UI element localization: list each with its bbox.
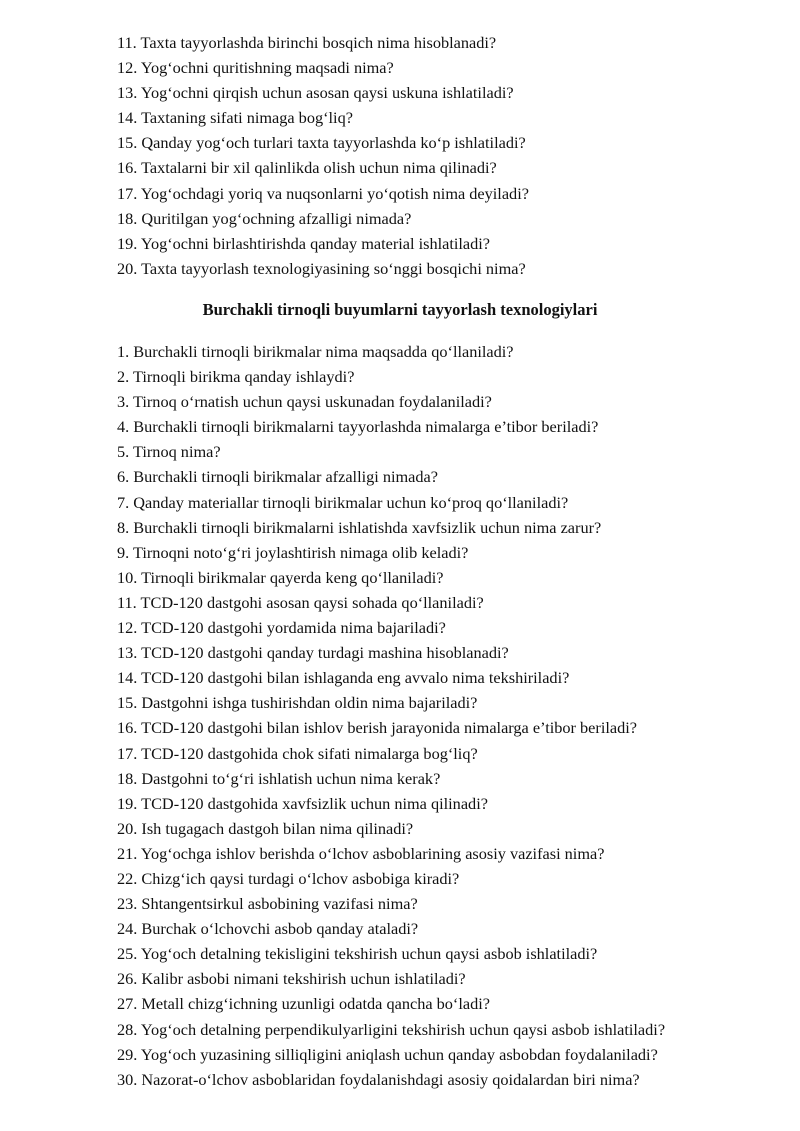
question-item: 10. Tirnoqli birikmalar qayerda keng qo‘llaniladi? [117,567,444,587]
question-item: 13. Yog‘ochni qirqish uchun asosan qaysi uskuna ishlatiladi? [117,83,514,103]
question-item: 19. Yog‘ochni birlashtirishda qanday material ishlatiladi? [117,233,491,253]
question-item: 20. Taxta tayyorlash texnologiyasining so‘nggi bosqichi nima? [117,258,526,278]
question-item: 2. Tirnoqli birikma qanday ishlaydi? [117,367,355,387]
question-item: 21. Yog‘ochga ishlov berishda o‘lchov asboblarining asosiy vazifasi nima? [117,843,605,863]
section-heading: Burchakli tirnoqli buyumlarni tayyorlash texnologiylari [202,300,598,319]
question-item: 29. Yog‘och yuzasining silliqligini aniqlash uchun qanday asbobdan foydalaniladi? [117,1044,658,1064]
question-item: 22. Chizg‘ich qaysi turdagi o‘lchov asbobiga kiradi? [117,868,460,888]
section-question-list [117,339,757,1092]
previous-question-list [117,30,757,281]
question-item: 6. Burchakli tirnoqli birikmalar afzalligi nimada? [117,467,438,487]
question-item: 5. Tirnoq nima? [117,442,221,462]
question-item: 17. Yog‘ochdagi yoriq va nuqsonlarni yo‘qotish nima deyiladi? [117,183,529,203]
question-item: 25. Yog‘och detalning tekisligini tekshirish uchun qaysi asbob ishlatiladi? [117,944,598,964]
question-item: 18. Quritilgan yog‘ochning afzalligi nimada? [117,208,412,228]
question-item: 8. Burchakli tirnoqli birikmalarni ishlatishda xavfsizlik uchun nima zarur? [117,517,602,537]
question-item: 15. Dastgohni ishga tushirishdan oldin nima bajariladi? [117,693,478,713]
question-item: 17. TCD-120 dastgohida chok sifati nimalarga bog‘liq? [117,743,478,763]
question-item: 4. Burchakli tirnoqli birikmalarni tayyorlashda nimalarga e’tibor beriladi? [117,417,599,437]
question-item: 19. TCD-120 dastgohida xavfsizlik uchun nima qilinadi? [117,793,488,813]
question-item: 30. Nazorat-o‘lchov asboblaridan foydalanishdagi asosiy qoidalardan biri nima? [117,1069,640,1089]
question-item: 1. Burchakli tirnoqli birikmalar nima maqsadda qo‘llaniladi? [117,342,514,361]
question-item: 11. TCD-120 dastgohi asosan qaysi sohada qo‘llaniladi? [117,592,484,612]
question-item: 13. TCD-120 dastgohi qanday turdagi mashina hisoblanadi? [117,643,509,663]
question-item: 16. TCD-120 dastgohi bilan ishlov berish jarayonida nimalarga e’tibor beriladi? [117,718,637,738]
question-item: 12. Yog‘ochni quritishning maqsadi nima? [117,58,394,78]
question-item: 24. Burchak o‘lchovchi asbob qanday ataladi? [117,919,419,939]
question-item: 15. Qanday yog‘och turlari taxta tayyorlashda ko‘p ishlatiladi? [117,133,526,153]
question-item: 7. Qanday materiallar tirnoqli birikmalar uchun ko‘proq qo‘llaniladi? [117,492,569,512]
question-item: 27. Metall chizg‘ichning uzunligi odatda qancha bo‘ladi? [117,994,490,1014]
question-item: 18. Dastgohni to‘g‘ri ishlatish uchun nima kerak? [117,768,441,788]
question-item: 20. Ish tugagach dastgoh bilan nima qilinadi? [117,818,414,838]
question-item: 26. Kalibr asbobi nimani tekshirish uchun ishlatiladi? [117,969,466,989]
question-item: 3. Tirnoq o‘rnatish uchun qaysi uskunadan foydalaniladi? [117,392,492,412]
question-item: 16. Taxtalarni bir xil qalinlikda olish uchun nima qilinadi? [117,158,497,178]
question-item: 23. Shtangentsirkul asbobining vazifasi nima? [117,894,418,914]
question-item: 14. TCD-120 dastgohi bilan ishlaganda eng avvalo nima tekshiriladi? [117,668,570,688]
question-item: 28. Yog‘och detalning perpendikulyarligini tekshirish uchun qaysi asbob ishlatiladi? [117,1019,666,1039]
question-item: 12. TCD-120 dastgohi yordamida nima bajariladi? [117,618,446,638]
question-item: 9. Tirnoqni noto‘g‘ri joylashtirish nimaga olib keladi? [117,542,469,562]
question-item: 14. Taxtaning sifati nimaga bog‘liq? [117,108,353,128]
question-item: 11. Taxta tayyorlashda birinchi bosqich nima hisoblanadi? [117,33,497,52]
